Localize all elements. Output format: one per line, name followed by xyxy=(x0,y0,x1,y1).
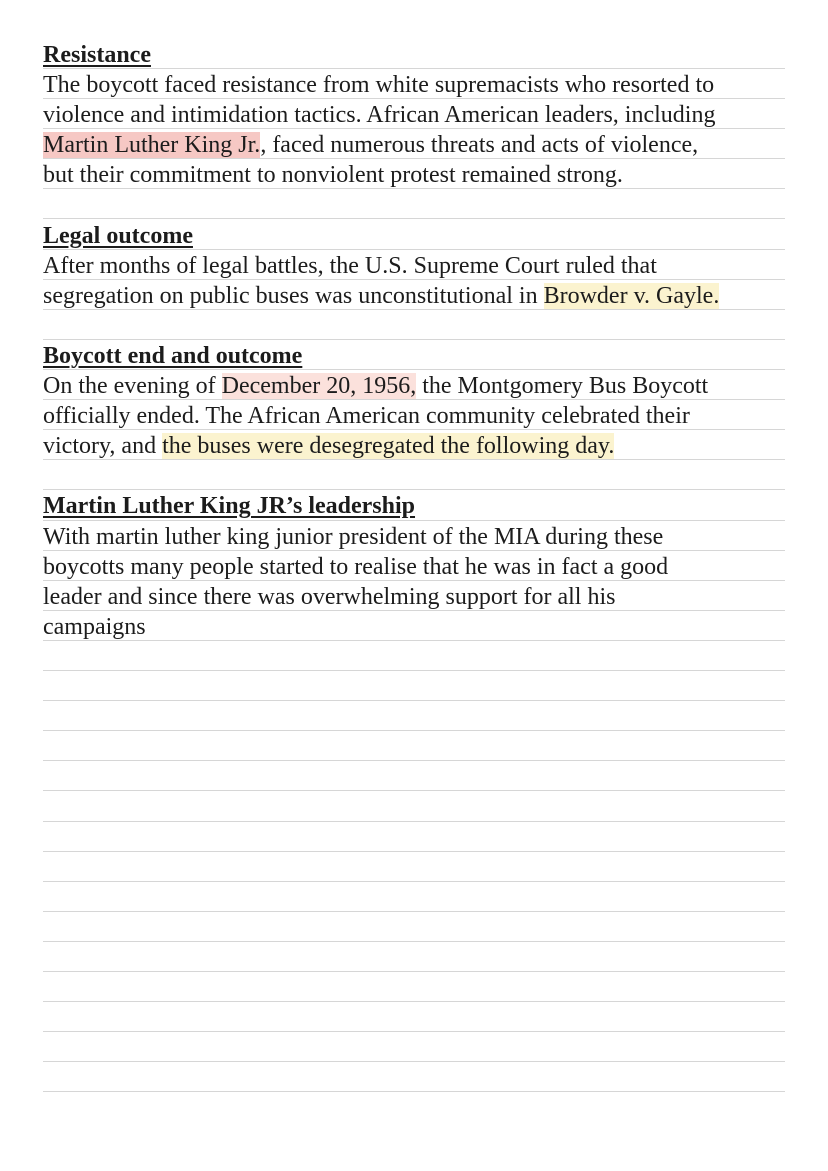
notes-content xyxy=(43,40,788,642)
section-heading: Boycott end and outcome xyxy=(43,342,303,369)
rule-line xyxy=(43,700,785,701)
rule-line xyxy=(43,971,785,972)
text-line: After months of legal battles, the U.S. Supreme Court ruled that xyxy=(43,252,657,279)
rule-line xyxy=(43,670,785,671)
text-line: officially ended. The African American community celebrated their xyxy=(43,403,690,430)
text-line: Martin Luther King Jr., faced numerous threats and acts of violence, xyxy=(43,132,699,159)
rule-line xyxy=(43,821,785,822)
section-legal-outcome xyxy=(43,221,788,311)
highlight-pink: December 20, 1956, xyxy=(221,373,417,400)
highlight-yellow: the buses were desegregated the following day. xyxy=(162,433,615,460)
rule-line xyxy=(43,1031,785,1032)
rule-line xyxy=(43,1001,785,1002)
text-line: but their commitment to nonviolent protest remained strong. xyxy=(43,162,623,189)
text-line: segregation on public buses was unconstitutional in Browder v. Gayle. xyxy=(43,282,720,309)
section-heading: Martin Luther King JR’s leadership xyxy=(43,493,416,520)
rule-line xyxy=(43,760,785,761)
rule-line xyxy=(43,1061,785,1062)
rule-line xyxy=(43,851,785,852)
text-line: victory, and the buses were desegregated the following day. xyxy=(43,433,615,460)
section-resistance xyxy=(43,40,788,190)
rule-line xyxy=(43,911,785,912)
text-line: The boycott faced resistance from white supremacists who resorted to xyxy=(43,72,715,99)
rule-line xyxy=(43,790,785,791)
text-line: leader and since there was overwhelming support for all his xyxy=(43,583,616,610)
text-line: With martin luther king junior president of the MIA during these xyxy=(43,523,664,550)
rule-line xyxy=(43,881,785,882)
text-line: On the evening of December 20, 1956, the Montgomery Bus Boycott xyxy=(43,373,709,400)
section-heading: Legal outcome xyxy=(43,222,193,249)
text-line: boycotts many people started to realise that he was in fact a good xyxy=(43,553,669,580)
rule-line xyxy=(43,941,785,942)
highlight-yellow: Browder v. Gayle. xyxy=(543,282,720,309)
rule-line xyxy=(43,1091,785,1092)
text-line: violence and intimidation tactics. African American leaders, including xyxy=(43,102,716,129)
section-boycott-end xyxy=(43,341,788,461)
section-heading: Resistance xyxy=(43,42,151,68)
section-mlk-leadership xyxy=(43,491,788,641)
highlight-pink: Martin Luther King Jr. xyxy=(43,132,261,159)
text-line: campaigns xyxy=(43,613,146,640)
rule-line xyxy=(43,730,785,731)
